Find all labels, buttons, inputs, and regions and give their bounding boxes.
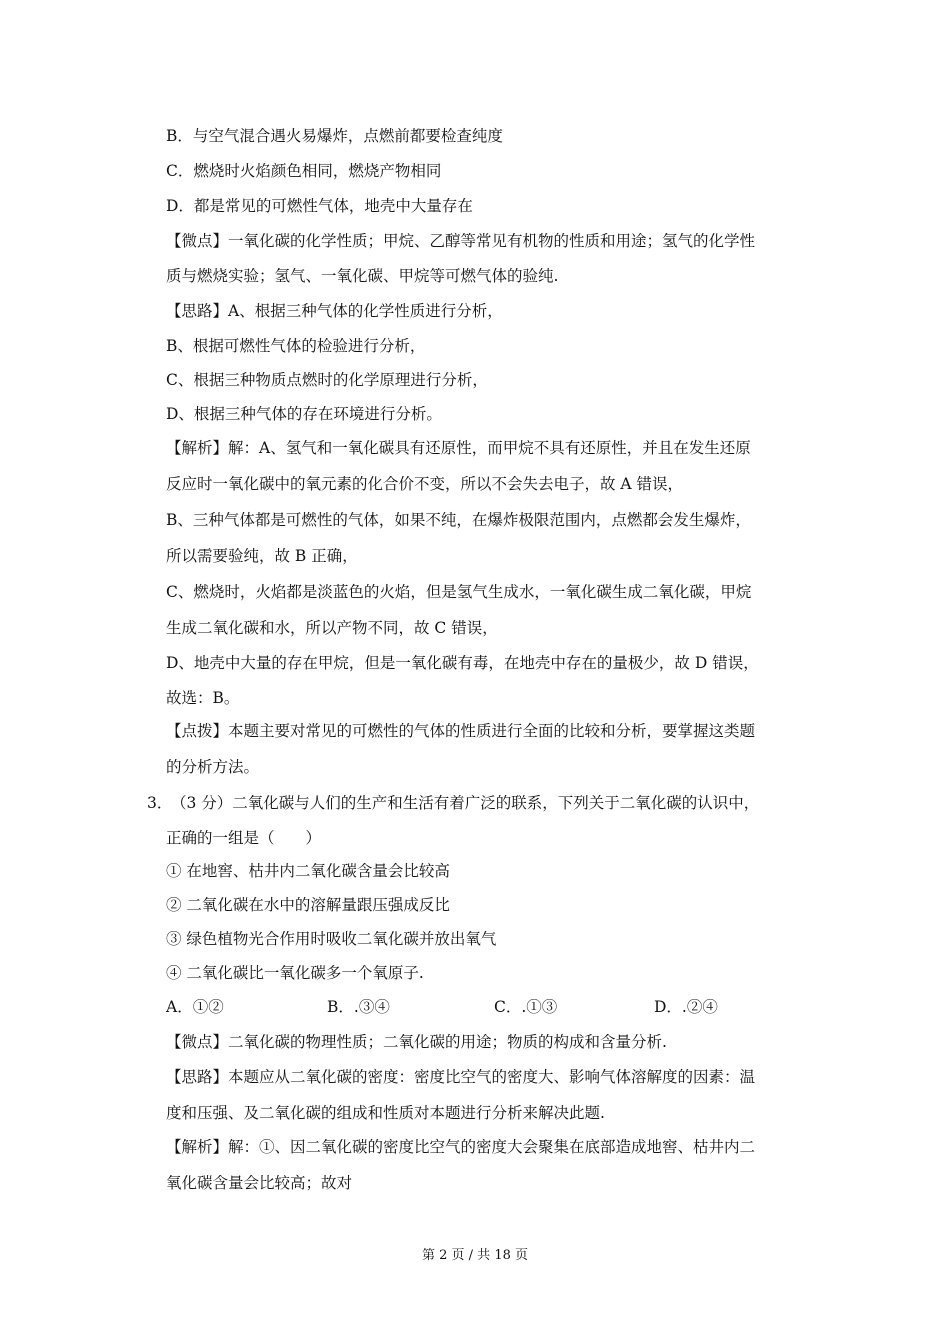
line-4: 【微点】一氧化碳的化学性质；甲烷、乙醇等常见有机物的性质和用途；氢气的化学性 [166,232,756,250]
statement-4: ④ 二氧化碳比一氧化碳多一个氧原子. [166,964,424,982]
analysis-line-1: 【微点】二氧化碳的物理性质；二氧化碳的用途；物质的构成和含量分析. [166,1033,667,1051]
analysis-line-4: 【解析】解：①、因二氧化碳的密度比空气的密度大会聚集在底部造成地窖、枯井内二 [166,1138,756,1156]
question-number: 3． [147,794,173,812]
option-a: A．①② [166,998,224,1016]
analysis-line-3: 度和压强、及二氧化碳的组成和性质对本题进行分析来解决此题. [166,1104,605,1122]
analysis-line-5: 氧化碳含量会比较高；故对 [166,1174,353,1192]
line-2: C．燃烧时火焰颜色相同，燃烧产物相同 [166,162,442,180]
statement-1: ① 在地窖、枯井内二氧化碳含量会比较高 [166,862,450,880]
line-7: B、根据可燃性气体的检验进行分析， [166,337,426,355]
statement-3: ③ 绿色植物光合作用时吸收二氧化碳并放出氧气 [166,930,497,948]
option-b: B．.③④ [327,998,390,1016]
line-15: 生成二氧化碳和水，所以产物不同，故 C 错误， [166,619,498,637]
analysis-line-2: 【思路】本题应从二氧化碳的密度：密度比空气的密度大、影响气体溶解度的因素：温 [166,1068,756,1086]
line-3: D．都是常见的可燃性气体，地壳中大量存在 [166,197,473,215]
line-5: 质与燃烧实验；氢气、一氧化碳、甲烷等可燃气体的验纯. [166,267,559,285]
line-12: B、三种气体都是可燃性的气体，如果不纯，在爆炸极限范围内，点燃都会发生爆炸， [166,511,751,529]
line-8: C、根据三种物质点燃时的化学原理进行分析， [166,371,488,389]
line-9: D、根据三种气体的存在环境进行分析。 [166,405,442,423]
line-6: 【思路】A、根据三种气体的化学性质进行分析， [166,302,503,320]
option-d: D．.②④ [654,998,718,1016]
line-18: 【点拨】本题主要对常见的可燃性的气体的性质进行全面的比较和分析，要掌握这类题 [166,722,756,740]
line-10: 【解析】解：A、氢气和一氧化碳具有还原性，而甲烷不具有还原性，并且在发生还原 [166,439,751,457]
line-11: 反应时一氧化碳中的氧元素的化合价不变，所以不会失去电子，故 A 错误， [166,475,684,493]
option-c: C．.①③ [494,998,558,1016]
line-16: D、地壳中大量的存在甲烷，但是一氧化碳有毒，在地壳中存在的量极少，故 D 错误， [166,654,759,672]
page-footer: 第 2 页 / 共 18 页 [422,1248,528,1263]
question-stem-line-2: 正确的一组是（ ） [166,829,322,847]
line-14: C、燃烧时，火焰都是淡蓝色的火焰，但是氢气生成水，一氧化碳生成二氧化碳，甲烷 [166,583,752,601]
line-19: 的分析方法。 [166,758,260,776]
question-stem-line-1: （3 分）二氧化碳与人们的生产和生活有着广泛的联系，下列关于二氧化碳的认识中， [171,794,760,812]
line-17: 故选：B。 [166,689,240,707]
statement-2: ② 二氧化碳在水中的溶解量跟压强成反比 [166,896,450,914]
line-1: B．与空气混合遇火易爆炸，点燃前都要检查纯度 [166,127,503,145]
line-13: 所以需要验纯，故 B 正确， [166,547,358,565]
